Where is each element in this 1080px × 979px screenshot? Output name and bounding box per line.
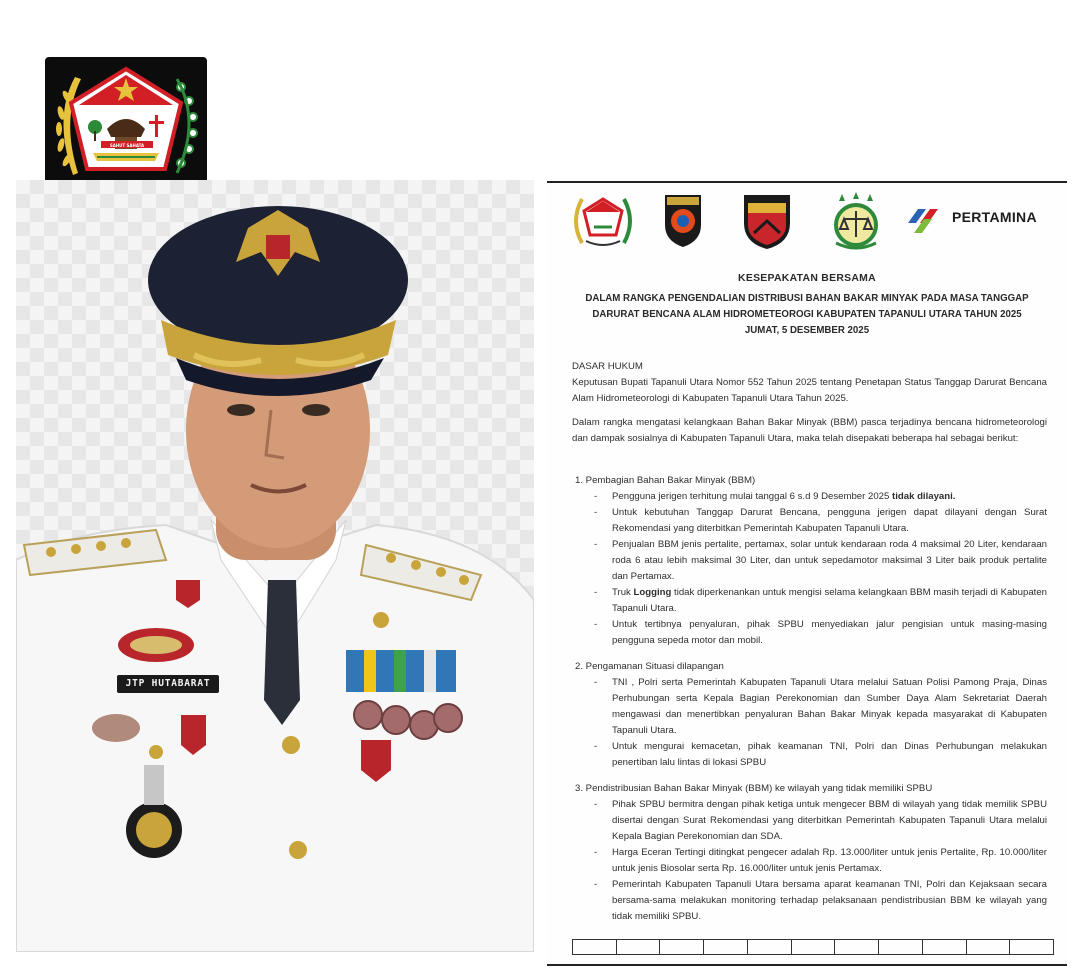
signature-cell	[573, 940, 617, 954]
signature-cell	[748, 940, 792, 954]
list-item: - Untuk mengurai kemacetan, pihak keamanan TNI, Polri dan Dinas Perhubungan melakukan penertiban lalu lintas di lokasi SPBU	[594, 739, 1047, 771]
section-1-list	[594, 489, 1047, 649]
list-item: - Pengguna jerigen terhitung mulai tanggal 6 s.d 9 Desember 2025 tidak dilayani.	[594, 489, 1047, 505]
signature-cell	[1010, 940, 1053, 954]
agreement-document	[547, 181, 1067, 966]
list-item: - Penjualan BBM jenis pertalite, pertamax, solar untuk kendaraan roda 4 maksimal 20 Liter, kendaraan roda 6 atau lebih maksimal 30 Liter, dan untuk sepedamotor maksimal 3 Liter baik produk pertalite dan Pertamax.	[594, 537, 1047, 585]
list-item: - Pemerintah Kabupaten Tapanuli Utara bersama aparat keamanan TNI, Polri dan Kejaksaan secara bersama-sama melakukan monitoring terhadap pelaksanaan pendistribusian BBM ke wilayah yang tidak memiliki SPBU.	[594, 877, 1047, 925]
pertamina-wordmark: PERTAMINA	[952, 209, 1037, 225]
signature-cell	[660, 940, 704, 954]
intro-paragraph: Dalam rangka mengatasi kelangkaan Bahan Bakar Minyak (BBM) pasca terjadinya bencana hidrometeorologi dan dampak sosialnya di Kabupaten Tapanuli Utara, maka telah disepakati beberapa hal sebagai berikut:	[572, 417, 1047, 444]
legal-basis-heading: DASAR HUKUM	[572, 361, 643, 372]
portrait-illustration	[16, 180, 534, 952]
official-portrait	[16, 180, 534, 952]
document-subtitle-line1: DALAM RANGKA PENGENDALIAN DISTRIBUSI BAHAN BAKAR MINYAK PADA MASA TANGGAP	[585, 293, 1029, 304]
list-item: - Untuk tertibnya penyaluran, pihak SPBU menyediakan jalur pengisian untuk masing-masing pengguna sepeda motor dan mobil.	[594, 617, 1047, 649]
signature-table	[572, 939, 1054, 955]
signature-cell	[617, 940, 661, 954]
signature-cell	[967, 940, 1011, 954]
section-3-list	[594, 797, 1047, 925]
polri-emblem-icon	[659, 191, 707, 249]
list-item: - Harga Eceran Tertingi ditingkat pengecer adalah Rp. 13.000/liter untuk jenis Pertalite, Rp. 10.000/liter untuk jenis Biosolar serta Rp. 16.000/liter untuk jenis Pertamax.	[594, 845, 1047, 877]
tapanuli-utara-emblem-icon	[572, 191, 634, 249]
top-rule	[547, 181, 1067, 183]
list-item: - Truk Logging tidak diperkenankan untuk mengisi selama kelangkaan BBM masih terjadi di Kabupaten Tapanuli Utara.	[594, 585, 1047, 617]
bottom-rule	[547, 964, 1067, 966]
list-item: - TNI , Polri serta Pemerintah Kabupaten Tapanuli Utara melalui Satuan Polisi Pamong Praja, Dinas Perhubungan serta Kepala Bagian Perekonomian dan Sumber Daya Alam Sekretariat Daerah mengawasi dan menertibkan penyaluran Bahan Bakar Minyak kepada masyarakat di Kabupaten Tapanuli Utara.	[594, 675, 1047, 739]
document-title: KESEPAKATAN BERSAMA	[738, 273, 876, 284]
name-tag: JTP HUTABARAT	[117, 675, 219, 693]
legal-basis-text: Keputusan Bupati Tapanuli Utara Nomor 552 Tahun 2025 tentang Penetapan Status Tanggap Darurat Bencana Alam Hidrometeorologi di Kabupaten Tapanuli Utara Tahun 2025.	[572, 377, 1047, 404]
section-heading-2: 2. Pengamanan Situasi dilapangan	[575, 661, 724, 672]
section-heading-1: 1. Pembagian Bahan Bakar Minyak (BBM)	[575, 475, 756, 486]
signature-cell	[704, 940, 748, 954]
satpol-pp-shield-icon	[740, 191, 794, 251]
list-item: - Untuk kebutuhan Tanggap Darurat Bencana, pengguna jerigen dapat dilayani dengan Surat Rekomendasi yang diterbitkan Pemerintah Kabupaten Tapanuli Utara.	[594, 505, 1047, 537]
signature-cell	[879, 940, 923, 954]
document-subtitle-line2: DARURAT BENCANA ALAM HIDROMETEOROGI KABUPATEN TAPANULI UTARA TAHUN 2025	[592, 309, 1022, 320]
section-heading-3: 3. Pendistribusian Bahan Bakar Minyak (BBM) ke wilayah yang tidak memiliki SPBU	[575, 783, 933, 794]
document-date: JUMAT, 5 DESEMBER 2025	[744, 325, 870, 336]
signature-cell	[835, 940, 879, 954]
signature-cell	[923, 940, 967, 954]
pertamina-logo-icon	[904, 199, 948, 235]
emblem-motto: SAHUT SAHATA	[109, 143, 145, 148]
kejaksaan-emblem-icon	[828, 191, 884, 251]
signature-cell	[792, 940, 836, 954]
section-2-list	[594, 675, 1047, 771]
list-item: - Pihak SPBU bermitra dengan pihak ketiga untuk mengecer BBM di wilayah yang tidak memilik SPBU disertai dengan Surat Rekomendasi yang diterbitkan Pemerintah Kabupaten Tapanuli Utara melalui Kepala Bagian Perekonomian dan SDA.	[594, 797, 1047, 845]
